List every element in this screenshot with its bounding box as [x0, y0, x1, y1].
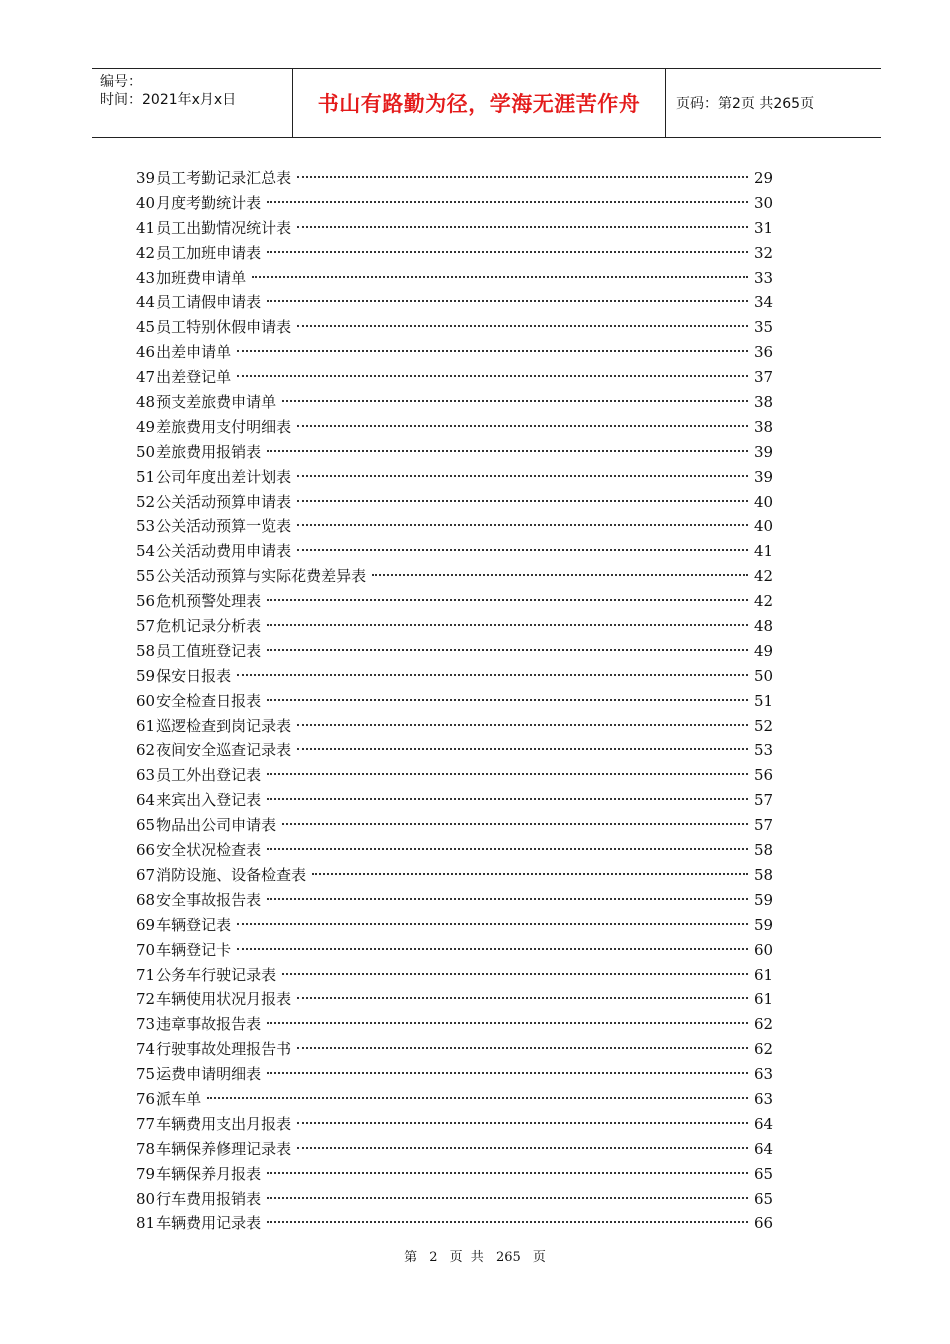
toc-entry-page: 40 [754, 517, 774, 536]
toc-entry-title: 派车单 [156, 1089, 202, 1108]
toc-entry-title: 行驶事故处理报告书 [156, 1040, 292, 1059]
toc-entry-page: 64 [754, 1114, 774, 1133]
toc-entry [136, 763, 778, 788]
toc-entry-title: 行车费用报销表 [156, 1189, 262, 1208]
toc-entry [136, 315, 778, 340]
toc-entry-number: 53 [136, 517, 156, 536]
toc-entry-number: 57 [136, 617, 156, 636]
toc-entry-page: 65 [754, 1164, 774, 1183]
toc-entry-page: 57 [754, 816, 774, 835]
toc-entry-number: 70 [136, 940, 156, 959]
toc-entry-title: 月度考勤统计表 [156, 193, 262, 212]
footer-total-pages: 265 [495, 1250, 521, 1265]
toc-entry-page: 53 [754, 741, 774, 760]
toc-entry-page: 35 [754, 318, 774, 337]
toc-entry-number: 56 [136, 592, 156, 611]
toc-entry [136, 514, 778, 539]
toc-entry-title: 公务车行驶记录表 [156, 965, 277, 984]
toc-entry-page: 33 [754, 268, 774, 287]
toc-entry-leader [237, 674, 748, 676]
toc-entry-page: 37 [754, 368, 774, 387]
toc-entry-number: 43 [136, 268, 156, 287]
toc-entry-page: 57 [754, 791, 774, 810]
toc-entry-title: 预支差旅费申请单 [156, 393, 277, 412]
toc-entry [136, 241, 778, 266]
toc-entry-number: 39 [136, 169, 156, 187]
toc-entry-leader [267, 798, 748, 800]
toc-entry-page: 58 [754, 865, 774, 884]
toc-entry-title: 危机记录分析表 [156, 617, 262, 636]
toc-entry-leader [267, 1221, 748, 1223]
toc-entry-title: 公关活动预算与实际花费差异表 [156, 567, 367, 586]
toc-entry-title: 危机预警处理表 [156, 592, 262, 611]
toc-entry-leader [297, 524, 748, 526]
footer-current-page: 2 [429, 1250, 438, 1265]
toc-entry [136, 689, 778, 714]
toc-entry [136, 639, 778, 664]
toc-entry-leader [252, 276, 748, 278]
toc-entry-leader [237, 923, 748, 925]
toc-entry-number: 75 [136, 1065, 156, 1084]
toc-entry-leader [297, 1047, 748, 1049]
toc-entry-page: 49 [754, 641, 774, 660]
toc-entry-number: 80 [136, 1189, 156, 1208]
toc-entry-leader [267, 1022, 748, 1024]
toc-entry [136, 216, 778, 241]
toc-entry-number: 65 [136, 816, 156, 835]
toc-entry [136, 963, 778, 988]
time-label: 时间：2021年x月x日 [100, 92, 237, 108]
toc-entry-number: 41 [136, 218, 156, 237]
toc-entry-leader [282, 823, 748, 825]
page-header [92, 68, 881, 138]
toc-entry-leader [267, 848, 748, 850]
toc-entry-page: 39 [754, 442, 774, 461]
toc-entry [136, 1211, 778, 1236]
toc-entry-page: 42 [754, 567, 774, 586]
toc-entry-number: 40 [136, 193, 156, 212]
toc-entry-leader [297, 475, 748, 477]
toc-entry-number: 66 [136, 841, 156, 860]
toc-entry [136, 614, 778, 639]
toc-entry [136, 365, 778, 390]
toc-entry-page: 50 [754, 666, 774, 685]
toc-entry-number: 59 [136, 666, 156, 685]
toc-entry [136, 266, 778, 291]
toc-entry-title: 公司年度出差计划表 [156, 467, 292, 486]
table-of-contents [136, 166, 778, 1236]
toc-entry-title: 保安日报表 [156, 666, 232, 685]
toc-entry [136, 987, 778, 1012]
toc-entry-page: 61 [754, 965, 774, 984]
toc-entry-page: 63 [754, 1065, 774, 1084]
toc-entry-title: 消防设施、设备检查表 [156, 865, 307, 884]
toc-entry [136, 290, 778, 315]
toc-entry [136, 1012, 778, 1037]
toc-entry-page: 48 [754, 617, 774, 636]
header-page-label: 页码：第2页 共265页 [676, 96, 815, 112]
toc-entry [136, 415, 778, 440]
toc-entry-title: 夜间安全巡查记录表 [156, 741, 292, 760]
toc-entry-leader [267, 898, 748, 900]
toc-entry-number: 72 [136, 990, 156, 1009]
toc-entry-number: 55 [136, 567, 156, 586]
toc-entry [136, 589, 778, 614]
toc-entry-leader [267, 300, 748, 302]
toc-entry [136, 390, 778, 415]
footer-mid: 页 共 [449, 1250, 484, 1265]
toc-entry-number: 54 [136, 542, 156, 561]
toc-entry-leader [297, 325, 748, 327]
toc-entry-leader [297, 425, 748, 427]
toc-entry-page: 60 [754, 940, 774, 959]
toc-entry-number: 71 [136, 965, 156, 984]
toc-entry-page: 32 [754, 243, 774, 262]
toc-entry-title: 巡逻检查到岗记录表 [156, 716, 292, 735]
toc-entry-leader [297, 997, 748, 999]
toc-entry [136, 838, 778, 863]
toc-entry-leader [267, 649, 748, 651]
toc-entry-title: 差旅费用支付明细表 [156, 417, 292, 436]
toc-entry-number: 42 [136, 243, 156, 262]
toc-entry-page: 34 [754, 293, 774, 312]
toc-entry-leader [267, 1072, 748, 1074]
toc-entry-leader [297, 724, 748, 726]
footer-prefix: 第 [404, 1250, 418, 1265]
toc-entry-leader [297, 549, 748, 551]
toc-entry-number: 78 [136, 1139, 156, 1158]
toc-entry-page: 39 [754, 467, 774, 486]
toc-entry-leader [267, 1172, 748, 1174]
toc-entry-title: 公关活动预算一览表 [156, 517, 292, 536]
code-label: 编号： [100, 74, 142, 90]
toc-entry-title: 出差申请单 [156, 343, 232, 362]
toc-entry-title: 安全检查日报表 [156, 691, 262, 710]
toc-entry [136, 1112, 778, 1137]
toc-entry-title: 出差登记单 [156, 368, 232, 387]
toc-entry [136, 539, 778, 564]
toc-entry-leader [237, 948, 748, 950]
toc-entry-leader [267, 450, 748, 452]
toc-entry-leader [372, 574, 748, 576]
toc-entry [136, 813, 778, 838]
footer-suffix: 页 [532, 1250, 546, 1265]
toc-entry-page: 61 [754, 990, 774, 1009]
toc-entry-leader [297, 500, 748, 502]
toc-entry-number: 79 [136, 1164, 156, 1183]
header-motto: 书山有路勤为径，学海无涯苦作舟 [293, 69, 666, 137]
toc-entry-leader [267, 599, 748, 601]
toc-entry-title: 员工特别休假申请表 [156, 318, 292, 337]
toc-entry-number: 63 [136, 766, 156, 785]
toc-entry [136, 465, 778, 490]
toc-entry [136, 1162, 778, 1187]
toc-entry-number: 48 [136, 393, 156, 412]
toc-entry-title: 公关活动费用申请表 [156, 542, 292, 561]
toc-entry-title: 车辆费用支出月报表 [156, 1114, 292, 1133]
toc-entry-title: 差旅费用报销表 [156, 442, 262, 461]
toc-entry-leader [267, 773, 748, 775]
toc-entry [136, 714, 778, 739]
toc-entry-number: 45 [136, 318, 156, 337]
toc-entry-page: 59 [754, 915, 774, 934]
toc-entry-number: 74 [136, 1040, 156, 1059]
toc-entry [136, 1087, 778, 1112]
toc-entry-leader [207, 1097, 748, 1099]
toc-entry-number: 76 [136, 1089, 156, 1108]
toc-entry-title: 运费申请明细表 [156, 1065, 262, 1084]
toc-entry-title: 车辆登记卡 [156, 940, 232, 959]
toc-entry-title: 员工请假申请表 [156, 293, 262, 312]
toc-entry-number: 73 [136, 1015, 156, 1034]
toc-entry-page: 42 [754, 592, 774, 611]
toc-entry-page: 64 [754, 1139, 774, 1158]
toc-entry [136, 1137, 778, 1162]
toc-entry-number: 44 [136, 293, 156, 312]
toc-entry-title: 安全事故报告表 [156, 890, 262, 909]
toc-entry-leader [267, 251, 748, 253]
toc-entry-title: 员工考勤记录汇总表 [156, 169, 292, 187]
toc-entry-number: 47 [136, 368, 156, 387]
toc-entry-title: 违章事故报告表 [156, 1015, 262, 1034]
toc-entry-number: 67 [136, 865, 156, 884]
toc-entry-number: 68 [136, 890, 156, 909]
toc-entry-number: 60 [136, 691, 156, 710]
toc-entry-title: 公关活动预算申请表 [156, 492, 292, 511]
toc-entry-title: 员工外出登记表 [156, 766, 262, 785]
toc-entry [136, 888, 778, 913]
toc-entry-title: 车辆费用记录表 [156, 1214, 262, 1233]
toc-entry-number: 49 [136, 417, 156, 436]
toc-entry-page: 40 [754, 492, 774, 511]
toc-entry [136, 1187, 778, 1212]
toc-entry-title: 车辆保养月报表 [156, 1164, 262, 1183]
toc-entry-number: 64 [136, 791, 156, 810]
toc-entry [136, 664, 778, 689]
toc-entry-page: 62 [754, 1015, 774, 1034]
toc-entry [136, 938, 778, 963]
toc-entry-leader [267, 201, 748, 203]
toc-entry-leader [297, 1147, 748, 1149]
toc-entry [136, 564, 778, 589]
toc-entry-number: 77 [136, 1114, 156, 1133]
toc-entry-leader [297, 748, 748, 750]
toc-entry-number: 58 [136, 641, 156, 660]
toc-entry-leader [237, 375, 748, 377]
toc-entry-leader [267, 624, 748, 626]
toc-entry-number: 62 [136, 741, 156, 760]
toc-entry-title: 车辆使用状况月报表 [156, 990, 292, 1009]
toc-entry-number: 61 [136, 716, 156, 735]
toc-entry-leader [297, 226, 748, 228]
toc-entry-title: 员工出勤情况统计表 [156, 218, 292, 237]
toc-entry-leader [282, 400, 748, 402]
toc-entry-page: 59 [754, 890, 774, 909]
toc-entry-page: 66 [754, 1214, 774, 1233]
page-footer [0, 1246, 950, 1265]
toc-entry-page: 41 [754, 542, 774, 561]
toc-entry [136, 1037, 778, 1062]
toc-entry-number: 50 [136, 442, 156, 461]
toc-entry-page: 29 [754, 169, 774, 187]
toc-entry-leader [237, 350, 748, 352]
toc-entry-title: 安全状况检查表 [156, 841, 262, 860]
toc-entry-leader [282, 973, 748, 975]
toc-entry-page: 36 [754, 343, 774, 362]
toc-entry [136, 440, 778, 465]
toc-entry-number: 69 [136, 915, 156, 934]
toc-entry-page: 63 [754, 1089, 774, 1108]
toc-entry [136, 788, 778, 813]
toc-entry-number: 81 [136, 1214, 156, 1233]
toc-entry [136, 863, 778, 888]
toc-entry-title: 员工值班登记表 [156, 641, 262, 660]
toc-entry-leader [297, 176, 748, 178]
toc-entry-page: 58 [754, 841, 774, 860]
toc-entry-page: 30 [754, 193, 774, 212]
toc-entry-page: 51 [754, 691, 774, 710]
toc-entry-number: 52 [136, 492, 156, 511]
toc-entry-number: 51 [136, 467, 156, 486]
toc-entry [136, 738, 778, 763]
toc-entry-title: 物品出公司申请表 [156, 816, 277, 835]
toc-entry-page: 31 [754, 218, 774, 237]
toc-entry-title: 车辆保养修理记录表 [156, 1139, 292, 1158]
toc-entry-leader [312, 873, 748, 875]
toc-entry [136, 191, 778, 216]
toc-entry-page: 65 [754, 1189, 774, 1208]
toc-entry-number: 46 [136, 343, 156, 362]
toc-entry-page: 38 [754, 393, 774, 412]
toc-entry-leader [267, 699, 748, 701]
toc-entry-title: 来宾出入登记表 [156, 791, 262, 810]
toc-entry-leader [297, 1122, 748, 1124]
toc-entry-title: 员工加班申请表 [156, 243, 262, 262]
toc-entry [136, 490, 778, 515]
toc-entry [136, 166, 778, 191]
toc-entry-leader [267, 1197, 748, 1199]
toc-entry-page: 56 [754, 766, 774, 785]
toc-entry [136, 913, 778, 938]
toc-entry-title: 加班费申请单 [156, 268, 247, 287]
toc-entry-page: 38 [754, 417, 774, 436]
toc-entry-page: 52 [754, 716, 774, 735]
toc-entry [136, 1062, 778, 1087]
toc-entry-page: 62 [754, 1040, 774, 1059]
toc-entry [136, 340, 778, 365]
header-meta [92, 69, 293, 137]
toc-entry-title: 车辆登记表 [156, 915, 232, 934]
